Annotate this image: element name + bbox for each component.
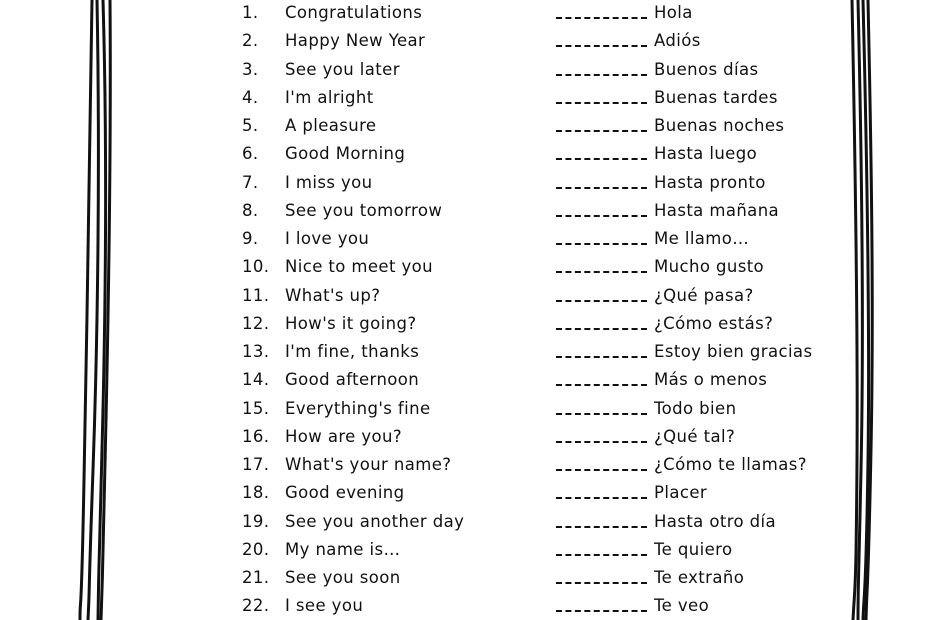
list-item bbox=[0, 453, 930, 477]
list-item bbox=[0, 142, 930, 166]
english-phrase: Happy New Year bbox=[285, 31, 426, 51]
item-number: 8. bbox=[242, 200, 259, 220]
spanish-phrase: Hasta mañana bbox=[654, 200, 780, 220]
item-number: 22. bbox=[242, 596, 270, 616]
list-item bbox=[0, 481, 930, 505]
item-number: 9. bbox=[242, 229, 259, 248]
english-phrase: A pleasure bbox=[285, 116, 377, 135]
item-number: 11. bbox=[242, 285, 270, 305]
english-phrase: What's up? bbox=[285, 285, 381, 305]
list-item bbox=[0, 594, 930, 618]
spanish-phrase: Buenas noches bbox=[654, 116, 785, 135]
english-phrase: How's it going? bbox=[285, 313, 417, 333]
spanish-phrase: Buenos días bbox=[654, 59, 759, 79]
answer-blank bbox=[556, 130, 647, 132]
list-item bbox=[0, 227, 930, 251]
spanish-phrase: ¿Qué pasa? bbox=[654, 285, 754, 305]
spanish-phrase: ¿Cómo estás? bbox=[654, 313, 774, 333]
answer-blank bbox=[556, 497, 647, 499]
english-phrase: See you later bbox=[285, 59, 400, 79]
answer-blank bbox=[556, 384, 647, 386]
item-number: 7. bbox=[242, 172, 259, 192]
list-item bbox=[0, 397, 930, 421]
answer-blank bbox=[556, 554, 647, 556]
english-phrase: How are you? bbox=[285, 426, 403, 446]
list-item bbox=[0, 425, 930, 449]
english-phrase: Good Morning bbox=[285, 144, 406, 164]
item-number: 5. bbox=[242, 116, 259, 135]
list-item bbox=[0, 86, 930, 110]
english-phrase: I see you bbox=[285, 596, 364, 616]
spanish-phrase: Mucho gusto bbox=[654, 257, 765, 277]
answer-blank bbox=[556, 45, 647, 47]
item-number: 15. bbox=[242, 398, 270, 418]
spanish-phrase: Me llamo… bbox=[654, 229, 750, 248]
spanish-phrase: Te quiero bbox=[654, 539, 733, 559]
answer-blank bbox=[556, 582, 647, 584]
item-number: 1. bbox=[242, 3, 259, 22]
spanish-phrase: Te extraño bbox=[654, 568, 745, 587]
item-number: 10. bbox=[242, 257, 270, 277]
spanish-phrase: ¿Cómo te llamas? bbox=[654, 455, 807, 474]
english-phrase: Everything's fine bbox=[285, 398, 431, 418]
answer-blank bbox=[556, 102, 647, 104]
spanish-phrase: Buenas tardes bbox=[654, 87, 778, 107]
list-item bbox=[0, 284, 930, 308]
item-number: 4. bbox=[242, 87, 259, 107]
english-phrase: My name is… bbox=[285, 539, 401, 559]
item-number: 19. bbox=[242, 511, 270, 531]
item-number: 3. bbox=[242, 59, 259, 79]
english-phrase: Congratulations bbox=[285, 3, 423, 22]
answer-blank bbox=[556, 469, 647, 471]
english-phrase: See you soon bbox=[285, 568, 401, 587]
list-item bbox=[0, 312, 930, 336]
spanish-phrase: Todo bien bbox=[654, 398, 737, 418]
answer-blank bbox=[556, 271, 647, 273]
answer-blank bbox=[556, 187, 647, 189]
item-number: 16. bbox=[242, 426, 270, 446]
english-phrase: I'm fine, thanks bbox=[285, 342, 420, 361]
list-item bbox=[0, 1, 930, 25]
english-phrase: See you another day bbox=[285, 511, 465, 531]
answer-blank bbox=[556, 215, 647, 217]
spanish-phrase: Más o menos bbox=[654, 370, 768, 390]
list-item bbox=[0, 171, 930, 195]
english-phrase: Nice to meet you bbox=[285, 257, 434, 277]
answer-blank bbox=[556, 74, 647, 76]
list-item bbox=[0, 114, 930, 138]
spanish-phrase: Estoy bien gracias bbox=[654, 342, 813, 361]
spanish-phrase: Hasta pronto bbox=[654, 172, 766, 192]
list-item bbox=[0, 538, 930, 562]
item-number: 18. bbox=[242, 483, 270, 503]
list-item bbox=[0, 255, 930, 279]
answer-blank bbox=[556, 17, 647, 19]
item-number: 20. bbox=[242, 539, 270, 559]
english-phrase: I miss you bbox=[285, 172, 373, 192]
english-phrase: Good evening bbox=[285, 483, 405, 503]
list-item bbox=[0, 199, 930, 223]
spanish-phrase: Placer bbox=[654, 483, 708, 503]
answer-blank bbox=[556, 413, 647, 415]
answer-blank bbox=[556, 356, 647, 358]
list-item bbox=[0, 510, 930, 534]
answer-blank bbox=[556, 328, 647, 330]
answer-blank bbox=[556, 158, 647, 160]
spanish-phrase: ¿Qué tal? bbox=[654, 426, 736, 446]
spanish-phrase: Adiós bbox=[654, 31, 701, 51]
item-number: 13. bbox=[242, 342, 270, 361]
item-number: 21. bbox=[242, 568, 270, 587]
spanish-phrase: Hasta luego bbox=[654, 144, 758, 164]
item-number: 17. bbox=[242, 455, 270, 474]
list-item bbox=[0, 566, 930, 590]
english-phrase: I love you bbox=[285, 229, 370, 248]
list-item bbox=[0, 29, 930, 53]
item-number: 6. bbox=[242, 144, 259, 164]
item-number: 14. bbox=[242, 370, 270, 390]
english-phrase: See you tomorrow bbox=[285, 200, 443, 220]
item-number: 12. bbox=[242, 313, 270, 333]
english-phrase: I'm alright bbox=[285, 87, 374, 107]
spanish-phrase: Hola bbox=[654, 3, 693, 22]
answer-blank bbox=[556, 243, 647, 245]
answer-blank bbox=[556, 300, 647, 302]
english-phrase: What's your name? bbox=[285, 455, 452, 474]
list-item bbox=[0, 368, 930, 392]
spanish-phrase: Te veo bbox=[654, 596, 710, 616]
answer-blank bbox=[556, 441, 647, 443]
list-item bbox=[0, 58, 930, 82]
list-item bbox=[0, 340, 930, 364]
spanish-phrase: Hasta otro día bbox=[654, 511, 777, 531]
item-number: 2. bbox=[242, 31, 259, 51]
answer-blank bbox=[556, 526, 647, 528]
english-phrase: Good afternoon bbox=[285, 370, 420, 390]
answer-blank bbox=[556, 610, 647, 612]
